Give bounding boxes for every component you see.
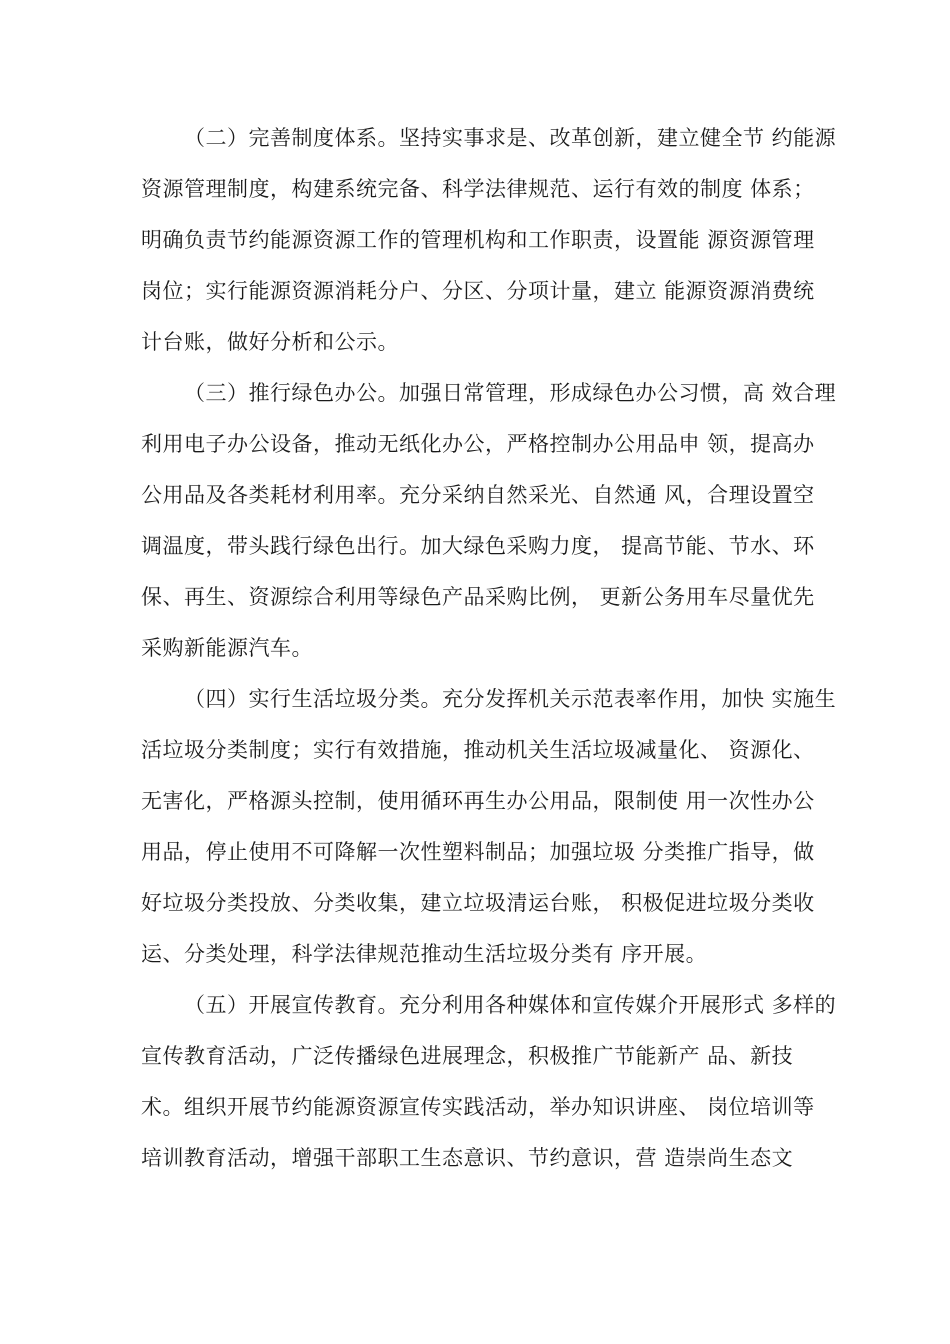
text-line: 活垃圾分类制度；实行有效措施，推动机关生活垃圾减量化、 资源化、: [141, 738, 815, 762]
paragraph-section-2: [141, 113, 837, 368]
paragraph-section-5: [141, 980, 837, 1184]
text-line: 计台账，做好分析和公示。: [141, 330, 399, 354]
paragraph-section-3: [141, 368, 837, 674]
text-line: 资源管理制度，构建系统完备、科学法律规范、运行有效的制度 体系；: [141, 177, 815, 201]
text-line: 采购新能源汽车。: [141, 636, 313, 660]
text-line: （五）开展宣传教育。充分利用各种媒体和宣传媒介开展形式 多样的: [184, 993, 837, 1017]
text-line: （四）实行生活垃圾分类。充分发挥机关示范表率作用，加快 实施生: [184, 687, 837, 711]
text-line: 公用品及各类耗材利用率。充分采纳自然采光、自然通 风，合理设置空: [141, 483, 815, 507]
text-line: 利用电子办公设备，推动无纸化办公，严格控制办公用品申 领，提高办: [141, 432, 815, 456]
text-line: （三）推行绿色办公。加强日常管理，形成绿色办公习惯，高 效合理: [184, 381, 837, 405]
text-line: 明确负责节约能源资源工作的管理机构和工作职责，设置能 源资源管理: [141, 228, 815, 252]
text-line: 调温度，带头践行绿色出行。加大绿色采购力度， 提高节能、节水、环: [141, 534, 815, 558]
document-body: [141, 113, 837, 1184]
text-line: 无害化，严格源头控制，使用循环再生办公用品，限制使 用一次性办公: [141, 789, 815, 813]
text-line: 运、分类处理，科学法律规范推动生活垃圾分类有 序开展。: [141, 942, 708, 966]
text-line: （二）完善制度体系。坚持实事求是、改革创新，建立健全节 约能源: [184, 126, 837, 150]
text-line: 宣传教育活动，广泛传播绿色进展理念，积极推广节能新产 品、新技: [141, 1044, 794, 1068]
text-line: 培训教育活动，增强干部职工生态意识、节约意识，营 造崇尚生态文: [141, 1146, 794, 1170]
paragraph-section-4: [141, 674, 837, 980]
text-line: 好垃圾分类投放、分类收集，建立垃圾清运台账， 积极促进垃圾分类收: [141, 891, 815, 915]
text-line: 保、再生、资源综合利用等绿色产品采购比例， 更新公务用车尽量优先: [141, 585, 815, 609]
text-line: 用品，停止使用不可降解一次性塑料制品；加强垃圾 分类推广指导，做: [141, 840, 815, 864]
text-line: 术。组织开展节约能源资源宣传实践活动，举办知识讲座、 岗位培训等: [141, 1095, 815, 1119]
text-line: 岗位；实行能源资源消耗分户、分区、分项计量，建立 能源资源消费统: [141, 279, 815, 303]
